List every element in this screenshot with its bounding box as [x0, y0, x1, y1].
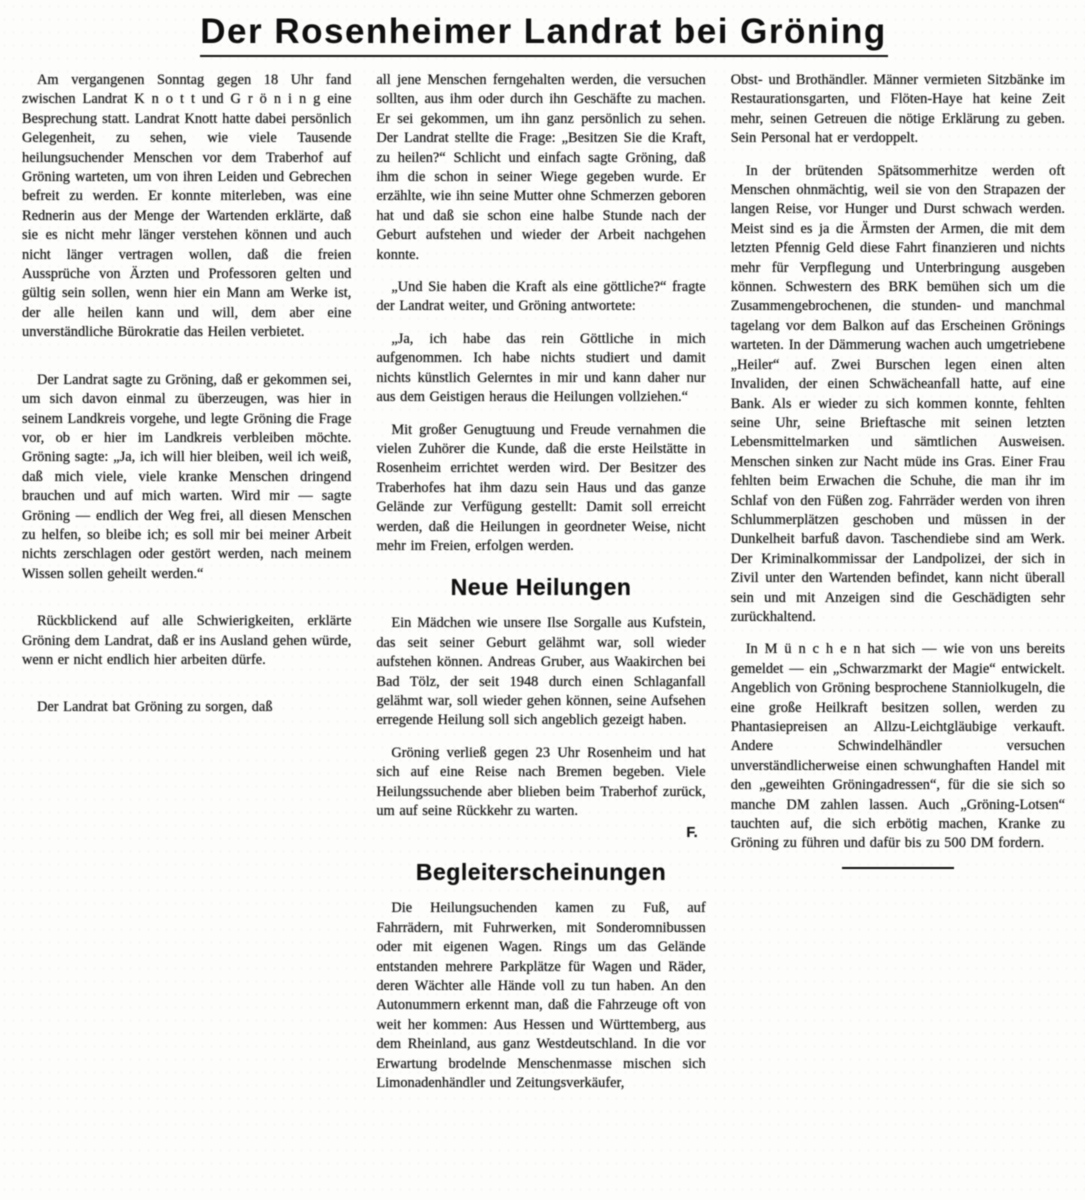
paragraph: Der Landrat sagte zu Gröning, daß er gekommen sei, um sich davon einmal zu überzeugen, was hier in seinem Landkreis vorgehe, und legte Gröning die Frage vor, ob er hier im Landkreis verbleiben möchte. Gröning sagte: „Ja, ich will hier bleiben, weil ich weiß, daß mich viele, viele kranke Menschen dringend brauchen und auf mich warten. Wird mir — sagte Gröning — endlich der Weg frei, all diesen Menschen zu helfen, so bleibe ich; es soll mir bei meiner Arbeit nichts zerschlagen oder gestört werden, nach meinem Wissen sollen geheilt werden.“	[22, 371, 352, 582]
paragraph: Gröning verließ gegen 23 Uhr Rosenheim und hat sich auf eine Reise nach Bremen begeben. Viele Heilungssuchende aber blieben beim Traberhof zurück, um auf seine Rückkehr zu warten.	[376, 744, 706, 819]
paragraph: „Ja, ich habe das rein Göttliche in mich aufgenommen. Ich habe nichts studiert und damit nichts künstlich Gelerntes in mir und kann daher nur aus dem Geistigen heraus die Heilungen vollziehen.“	[376, 330, 706, 406]
author-initial: F.	[686, 825, 698, 842]
article-headline: Der Rosenheimer Landrat bei Gröning	[200, 12, 887, 51]
section-heading-neue-heilungen: Neue Heilungen	[450, 574, 632, 601]
paragraph: Mit großer Genugtuung und Freude vernahmen die vielen Zuhörer die Kunde, daß die erste Heilstätte in Rosenheim errichtet werden wird. Der Besitzer des Traberhofes hat ihm dazu sein Haus und das ganze Gelände zur Verfügung gestellt: Damit soll erreicht werden, daß die Heilungen in geordneter Weise, nicht mehr im Freien, erfolgen werden.	[376, 421, 706, 554]
column-3	[731, 71, 1065, 869]
paragraph: In der brütenden Spätsommerhitze werden oft Menschen ohnmächtig, weil sie von den Strapazen der langen Reise, vor Hunger und Durst schwach werden. Meist sind es ja die Ärmsten der Armen, die mit dem letzten Pfennig Geld diese Fahrt finanzieren und nichts mehr für Verpflegung und Unterbringung ausgeben können. Schwestern des BRK bemühen sich um die Zusammengebrochenen, die stunden- und manchmal tagelang vor dem Balkon auf das Erscheinen Grönings warteten. In der Dämmerung wachen auch umgetriebene „Heiler“ auf. Zwei Burschen legen einen alten Invaliden, der einen Schwächeanfall hatte, auf eine Bank. Als er wieder zu sich kommen konnte, fehlten seine Uhr, seine Brieftasche mit seinen letzten Lebensmittelmarken und sämtlichen Ausweisen. Menschen sinken zur Nacht müde ins Gras. Einer Frau fehlten beim Erwachen die Schuhe, die man ihr im Schlaf von den Füßen zog. Fahrräder werden von ihren Schlummerplätzen geschoben und müssen in der Dunkelheit barfuß davon. Taschendiebe sind am Werk. Der Kriminalkommissar der Landpolizei, der sich in Zivil unter den Wartenden befindet, kann nicht überall sein und mit Anzeigen sind die Geschädigten sehr zurückhaltend.	[730, 162, 1066, 625]
paragraph: Ein Mädchen wie unsere Ilse Sorgalle aus Kufstein, das seit seiner Geburt gelähmt war, soll wieder aufstehen können. Andreas Gruber, aus Waakirchen bei Bad Tölz, der seit 1948 durch einen Schlaganfall gelähmt war, soll wieder gehen können, seine Aufsehen erregende Heilung soll sich angeblich gezeigt haben.	[376, 615, 706, 729]
paragraph: Der Landrat bat Gröning zu sorgen, daß	[37, 699, 273, 716]
column-1	[22, 71, 351, 718]
headline-rule	[200, 55, 888, 57]
paragraph: „Und Sie haben die Kraft als eine göttliche?“ fragte der Landrat weiter, und Gröning antwortete:	[376, 279, 706, 315]
paragraph: Die Heilungsuchenden kamen zu Fuß, auf Fahrrädern, mit Fuhrwerken, mit Sonderomnibussen oder mit eigenen Wagen. Rings um das Gelände entstanden mehrere Parkplätze für Wagen und Räder, deren Wächter alle Hände voll zu tun haben. An den Autonummern erkennt man, daß die Fahrzeuge oft von weit her kommen: Aus Hessen und Württemberg, aus dem Rheinland, aus ganz Westdeutschland. In die vor Erwartung brodelnde Menschenmasse mischen sich Limonadenhändler und Zeitungsverkäufer,	[376, 900, 706, 1092]
signature-line	[376, 825, 697, 841]
paragraph: all jene Menschen ferngehalten werden, die versuchen sollten, aus ihm oder durch ihn Geschäfte zu machen. Er sei gekommen, um ihn ganz persönlich zu sehen. Der Landrat stellte die Frage: „Besitzen Sie die Kraft, zu heilen?“ Schlicht und einfach sagte Gröning, daß ihm die schon in seiner Wiege gegeben wurde. Er erzählte, wie ihn seine Mutter ohne Schmerzen geboren hat und daß sie schon eine halbe Stunde nach der Geburt aufstehen und wieder der Arbeit nachgehen konnte.	[376, 72, 706, 263]
paragraph: Obst- und Brothändler. Männer vermieten Sitzbänke im Restaurationsgarten, und Flöten-Haye hat keine Zeit mehr, seinen Getreuen die nötige Erklärung zu geben. Sein Personal hat er verdoppelt.	[730, 72, 1066, 147]
paragraph: In M ü n c h e n hat sich — wie von uns bereits gemeldet — ein „Schwarzmarkt der Magie“ entwickelt. Angeblich von Gröning besprochene Stanniolkugeln, die eine große Heilkraft besitzen sollen, werden zu Phantasiepreisen an Allzu-Leichtgläubige verkauft. Andere Schwindelhändler versuchen unverständlicherweise einen schwunghaften Handel mit den „geweihten Gröningadressen“, für die sie sich so manche DM zahlen lassen. Auch „Gröning-Lotsen“ tauchten auf, die sich erbötig machen, Kranke zu Gröning zu führen und dafür bis zu 500 DM fordern.	[730, 641, 1066, 852]
paragraph: Rückblickend auf alle Schwierigkeiten, erklärte Gröning dem Landrat, daß er ins Ausland gehen würde, wenn er nicht endlich hier arbeiten dürfe.	[22, 613, 352, 668]
section-heading-begleiterscheinungen: Begleiterscheinungen	[415, 859, 667, 886]
article-columns	[22, 71, 1065, 1106]
headline-block	[22, 12, 1065, 57]
paragraph: Am vergangenen Sonntag gegen 18 Uhr fand zwischen Landrat K n o t t und G r ö n i n g eine Besprechung statt. Landrat Knott hatte dabei persönlich Gelegenheit, zu sehen, wie viele Tausende heilungsuchender Menschen vor dem Traberhof auf Gröning warteten, um von ihren Leiden und Gebrechen befreit zu werden. Er konnte miterleben, was eine Rednerin aus der Menge der Wartenden erklärte, daß sie es nicht mehr länger verstehen können und auch nicht länger vertragen wollen, daß die freien Aussprüche von Ärzten und Professoren gelten und gültig sein sollen, wenn hier ein Mann am Werke ist, der alle heilen kann und will, dem aber eine unverständliche Bürokratie das Heilen verbietet.	[22, 72, 352, 341]
column-2	[376, 71, 705, 1106]
end-rule	[842, 867, 954, 869]
